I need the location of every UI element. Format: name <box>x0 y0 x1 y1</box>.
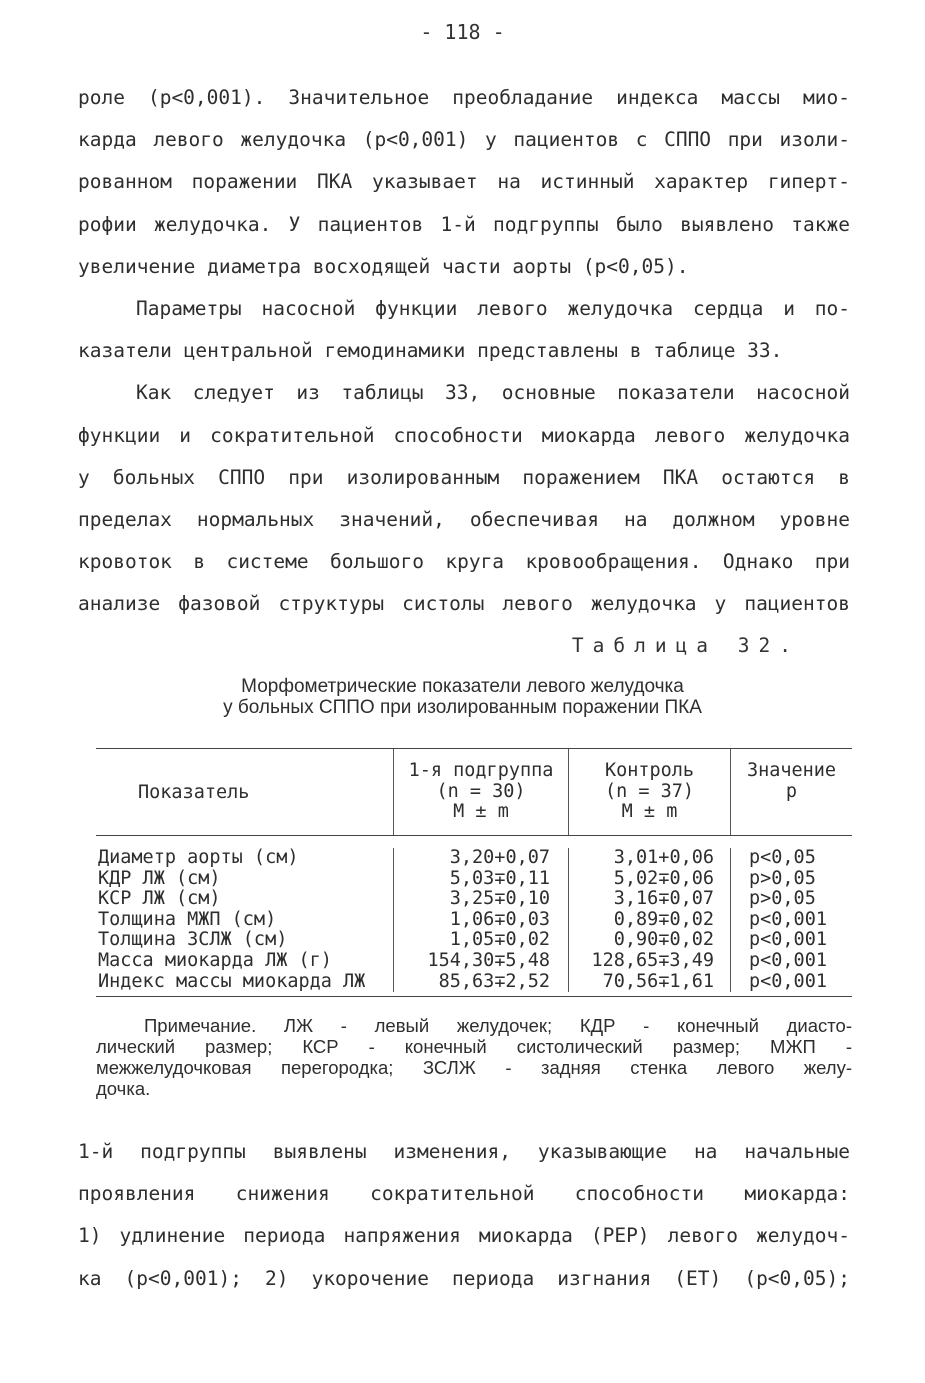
body-text-bottom <box>78 1138 850 1307</box>
table-cell: p>0,05 <box>749 888 816 910</box>
table-cell: 5,02∓0,06 <box>613 867 714 889</box>
table-cell: p<0,001 <box>749 970 827 992</box>
note-line: дочка. <box>96 1078 151 1099</box>
table-cell: p<0,05 <box>749 847 816 868</box>
table-cell: Толщина ЗСЛЖ (см) <box>98 929 288 951</box>
text-line: анализе фазовой структуры систолы левого желудочка у пациентов <box>78 592 850 616</box>
text-line: кровоток в системе большого круга кровообращения. Однако при <box>78 550 850 574</box>
table-cell: КДР ЛЖ (см) <box>98 867 221 889</box>
caption-line: у больных СППО при изолированным поражении ПКА <box>223 697 702 718</box>
table-cell: КСР ЛЖ (см) <box>98 888 221 910</box>
table-caption <box>100 676 825 718</box>
table-cell: Масса миокарда ЛЖ (г) <box>98 949 332 971</box>
header-indicator: Показатель <box>138 782 250 803</box>
table-cell: 154,30∓5,48 <box>427 949 550 971</box>
text-line: казатели центральной гемодинамики представлены в таблице 33. <box>78 339 783 363</box>
text-line: карда левого желудочка (p<0,001) у пациентов с СППО при изоли- <box>78 128 850 152</box>
column-indicator-names <box>96 848 393 992</box>
text-line: рованном поражении ПКА указывает на истинный характер гиперт- <box>78 170 850 194</box>
table-cell: 85,63∓2,52 <box>438 970 550 992</box>
note-line: межжелудочковая перегородка; ЗСЛЖ - задняя стенка левого желу- <box>96 1057 852 1078</box>
table-cell: 5,03∓0,11 <box>449 867 550 889</box>
text-line: рофии желудочка. У пациентов 1-й подгруппы было выявлено также <box>78 212 850 236</box>
table-note <box>96 1015 852 1099</box>
header-subgroup: 1-я подгруппа (n = 30) M ± m <box>393 749 568 835</box>
header-control: Контроль (n = 37) M ± m <box>568 749 730 835</box>
table-cell: p<0,001 <box>749 949 827 971</box>
caption-line: Морфометрические показатели левого желудочка <box>241 676 684 697</box>
table-header-row <box>96 749 852 835</box>
text-line: Как следует из таблицы 33, основные показатели насосной <box>136 381 850 405</box>
table-cell: p<0,001 <box>749 929 827 951</box>
table-cell: 0,90∓0,02 <box>613 929 714 951</box>
note-line: лический размер; КСР - конечный систолический размер; МЖП - <box>96 1036 852 1057</box>
table-cell: 128,65∓3,49 <box>591 949 714 971</box>
table-cell: 1,05∓0,02 <box>449 929 550 951</box>
text-line: пределах нормальных значений, обеспечивая на должном уровне <box>78 507 850 531</box>
table-cell: 70,56∓1,61 <box>602 970 714 992</box>
table-cell: Индекс массы миокарда ЛЖ <box>98 970 366 992</box>
column-subgroup-values <box>393 848 568 992</box>
table-cell: 3,01+0,06 <box>613 847 714 868</box>
data-table <box>96 748 852 997</box>
body-text-top <box>78 84 850 632</box>
text-line: 1) удлинение периода напряжения миокарда (PEP) левого желудоч- <box>78 1224 850 1248</box>
text-line: 1-й подгруппы выявлены изменения, указывающие на начальные <box>78 1140 850 1163</box>
table-bottom-rule <box>96 996 852 997</box>
table-cell: 3,16∓0,07 <box>613 888 714 910</box>
table-cell: p<0,001 <box>749 908 827 930</box>
text-line: увеличение диаметра восходящей части аорты (p<0,05). <box>78 254 689 278</box>
table-cell: p>0,05 <box>749 867 816 889</box>
text-line: проявления снижения сократительной способности миокарда: <box>78 1182 850 1206</box>
table-cell: 3,25∓0,10 <box>449 888 550 910</box>
header-p-value: Значение p <box>730 749 852 835</box>
table-cell: Толщина МЖП (см) <box>98 908 277 930</box>
table-cell: 0,89∓0,02 <box>613 908 714 930</box>
column-control-values <box>568 848 730 992</box>
table-body <box>96 836 852 996</box>
text-line: роле (p<0,001). Значительное преобладание индекса массы мио- <box>78 86 850 109</box>
table-cell: 3,20+0,07 <box>449 847 550 868</box>
table-cell: Диаметр аорты (см) <box>98 847 299 868</box>
note-line: Примечание. ЛЖ - левый желудочек; КДР - конечный диасто- <box>144 1015 852 1036</box>
column-p-values <box>730 848 852 992</box>
page-number: - 118 - <box>420 20 505 44</box>
text-line: ка (p<0,001); 2) укорочение периода изгнания (ET) (p<0,05); <box>78 1266 850 1290</box>
table-cell: 1,06∓0,03 <box>449 908 550 930</box>
table-label: Таблица 32. <box>571 634 800 657</box>
text-line: функции и сократительной способности миокарда левого желудочка <box>78 423 850 447</box>
text-line: у больных СППО при изолированным поражением ПКА остаются в <box>78 465 850 489</box>
text-line: Параметры насосной функции левого желудочка сердца и по- <box>136 296 850 320</box>
